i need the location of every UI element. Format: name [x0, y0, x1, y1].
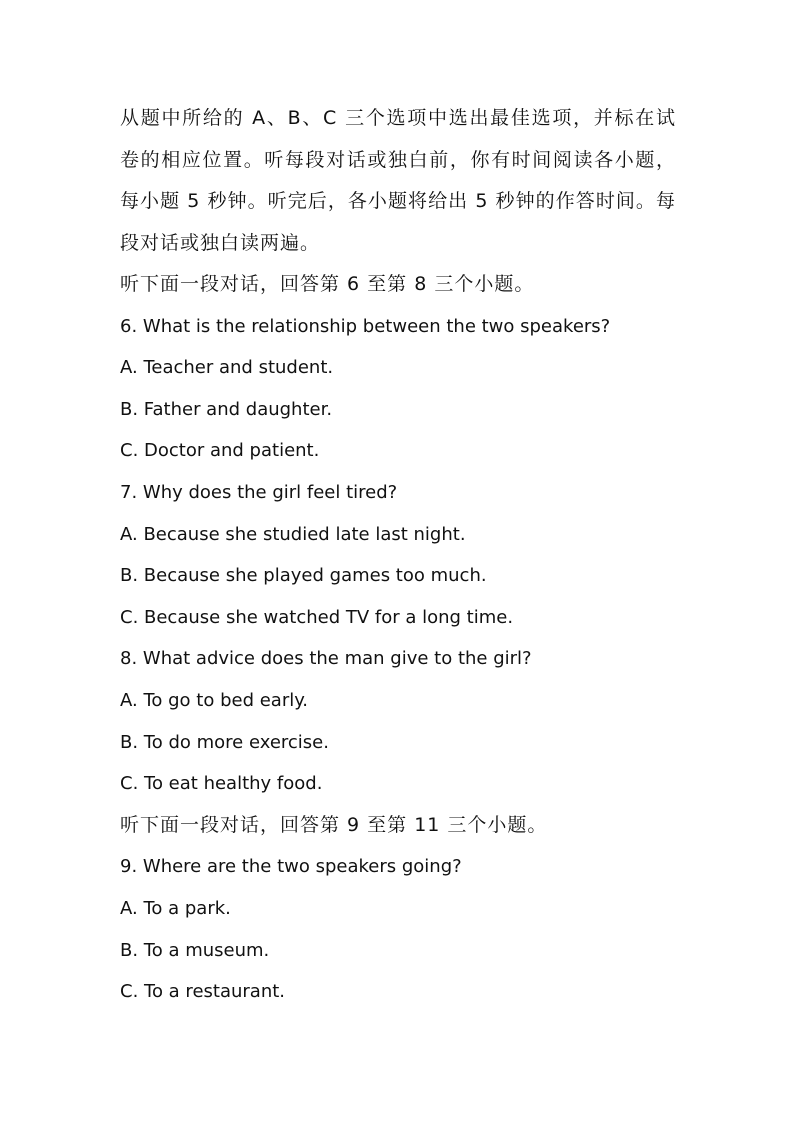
answer-option: C. To a restaurant. — [120, 981, 286, 1003]
section-heading: 听下面一段对话，回答第 6 至第 8 三个小题。 — [120, 273, 535, 295]
answer-option: C. Because she watched TV for a long time. — [120, 606, 514, 628]
answer-option: B. To do more exercise. — [120, 731, 329, 753]
instructions-paragraph: 从题中所给的 A、B、C 三个选项中选出最佳选项，并标在试卷的相应位置。听每段对话或独白前，你有时间阅读各小题，每小题 5 秒钟。听完后，各小题将给出 5 秒钟的作答时间。每段对话或独白读两遍。 — [120, 107, 676, 254]
question-stem: 9. Where are the two speakers going? — [120, 856, 462, 878]
listening-section — [120, 98, 676, 1013]
question-stem: 8. What advice does the man give to the girl? — [120, 648, 532, 670]
answer-option: B. Because she played games too much. — [120, 565, 487, 587]
question-stem: 6. What is the relationship between the two speakers? — [120, 315, 611, 337]
answer-option: A. To go to bed early. — [120, 689, 309, 711]
answer-option: A. To a park. — [120, 897, 231, 919]
answer-option: C. Doctor and patient. — [120, 440, 320, 462]
answer-option: C. To eat healthy food. — [120, 773, 323, 795]
answer-option: B. To a museum. — [120, 939, 270, 961]
section-heading: 听下面一段对话，回答第 9 至第 11 三个小题。 — [120, 813, 548, 836]
answer-option: A. Because she studied late last night. — [120, 523, 466, 545]
answer-option: B. Father and daughter. — [120, 398, 333, 420]
question-stem: 7. Why does the girl feel tired? — [120, 481, 398, 503]
answer-option: A. Teacher and student. — [120, 357, 334, 379]
